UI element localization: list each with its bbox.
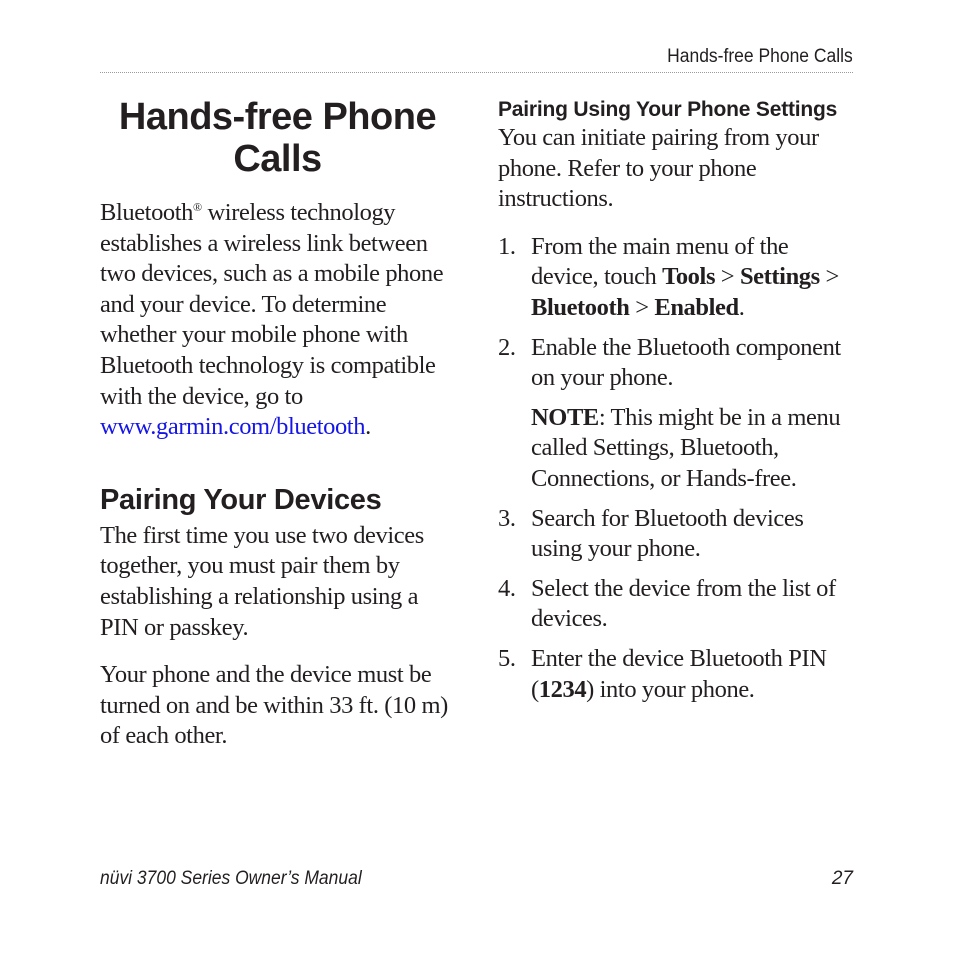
step-text: Enable the Bluetooth component on your phone.	[531, 333, 841, 392]
step-end: .	[738, 293, 745, 321]
right-column	[498, 92, 850, 705]
list-item	[498, 644, 850, 705]
page-number: 27	[831, 868, 853, 889]
menu-separator: >	[819, 263, 839, 291]
step-number: 2.	[498, 333, 516, 361]
step-number: 1.	[498, 232, 516, 260]
note-label: NOTE	[531, 403, 599, 431]
menu-separator: >	[629, 293, 655, 321]
phone-settings-subheading: Pairing Using Your Phone Settings	[498, 98, 838, 121]
menu-settings: Settings	[739, 263, 820, 291]
list-item	[498, 232, 850, 324]
intro-text-1: Bluetooth	[100, 199, 194, 226]
step-number: 3.	[498, 504, 516, 532]
menu-tools: Tools	[662, 263, 716, 291]
left-column	[100, 92, 455, 752]
registered-mark: ®	[193, 199, 202, 214]
step-text: Enter the device Bluetooth PIN (	[531, 644, 827, 703]
step-text: From the main menu of the device, touch	[531, 232, 789, 291]
step-text: Select the device from the list of devices.	[531, 574, 836, 633]
garmin-bluetooth-link[interactable]: www.garmin.com/bluetooth	[100, 413, 366, 441]
page-title: Hands-free Phone Calls	[118, 96, 437, 180]
step-number: 5.	[498, 644, 516, 672]
list-item	[498, 504, 850, 565]
intro-text-2: wireless technology establishes a wireless link between two devices, such as a mobile phone and your device. To determine whether your mobile phone with Bluetooth technology is compatible with the device, go to	[100, 199, 444, 410]
step-text: Search for Bluetooth devices using your phone.	[531, 504, 804, 563]
running-header: Hands-free Phone Calls	[667, 46, 853, 67]
note-paragraph	[531, 403, 850, 495]
step-end: ) into your phone.	[586, 675, 755, 703]
step-number: 4.	[498, 574, 516, 602]
list-item	[498, 574, 850, 635]
menu-separator: >	[715, 263, 740, 291]
menu-enabled: Enabled	[654, 293, 739, 321]
list-item	[498, 333, 850, 495]
phone-settings-intro: You can initiate pairing from your phone. Refer to your phone instructions.	[498, 124, 819, 213]
pairing-paragraph-2: Your phone and the device must be turned on and be within 33 ft. (10 m) of each other.	[100, 661, 448, 750]
pairing-heading: Pairing Your Devices	[100, 483, 382, 516]
intro-end: .	[365, 413, 371, 441]
pin-code: 1234	[538, 675, 587, 703]
intro-paragraph	[100, 198, 455, 443]
note-text: : This might be in a menu called Settings, Bluetooth, Connections, or Hands-free.	[531, 403, 841, 492]
pairing-paragraph-1: The first time you use two devices together, you must pair them by establishing a relationship using a PIN or passkey.	[100, 521, 424, 641]
menu-bluetooth: Bluetooth	[531, 293, 630, 321]
header-divider	[100, 72, 853, 73]
pairing-steps-list	[498, 232, 850, 705]
manual-title: nüvi 3700 Series Owner’s Manual	[100, 868, 362, 889]
